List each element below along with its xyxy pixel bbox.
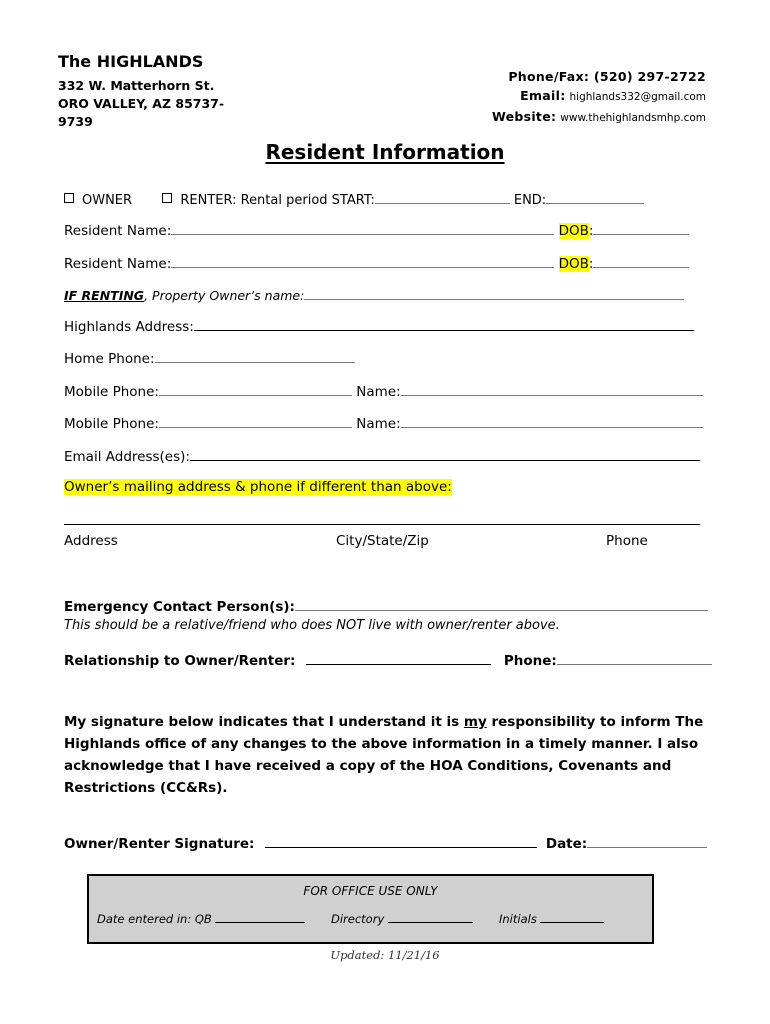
resident-name-label: Resident Name: xyxy=(64,223,172,239)
signature-date-field[interactable] xyxy=(587,834,707,848)
email-row xyxy=(64,447,700,465)
org-street: 332 W. Matterhorn St. xyxy=(58,78,215,93)
dob-field-2[interactable] xyxy=(593,254,689,268)
dob-label: DOB xyxy=(558,223,589,239)
office-initials xyxy=(499,912,604,926)
email-addresses-label: Email Address(es): xyxy=(64,449,190,465)
mailing-heading: Owner’s mailing address & phone if different than above: xyxy=(64,479,452,495)
mobile-name-field-1[interactable] xyxy=(401,382,703,396)
mailing-city-caption: City/State/Zip xyxy=(336,533,429,549)
mobile-phone-field-1[interactable] xyxy=(159,382,352,396)
office-qb xyxy=(97,912,305,926)
renter-label: RENTER: Rental period START: xyxy=(180,193,375,208)
mobile-phone-row-2 xyxy=(64,414,703,432)
mobile-name-label: Name: xyxy=(356,384,401,400)
page-title: Resident Information xyxy=(265,140,505,164)
mailing-address-caption: Address xyxy=(64,533,118,549)
resident-name-field-2[interactable] xyxy=(171,254,554,268)
relationship-row xyxy=(64,651,712,669)
dob-colon: : xyxy=(588,223,594,239)
updated-date: Updated: 11/21/16 xyxy=(330,948,440,962)
owner-label: OWNER xyxy=(82,193,133,208)
renter-checkbox[interactable] xyxy=(162,193,172,203)
acknowledgement-statement xyxy=(64,711,704,799)
dob-field-1[interactable] xyxy=(593,221,689,235)
resident-name-field-1[interactable] xyxy=(171,221,554,235)
mobile-phone-row-1 xyxy=(64,382,703,400)
dob-label: DOB xyxy=(558,256,589,272)
dob-colon: : xyxy=(588,256,594,272)
property-owner-field[interactable] xyxy=(304,286,684,300)
email-addresses-field[interactable] xyxy=(190,447,700,461)
mailing-heading-row xyxy=(64,479,452,495)
org-city: ORO VALLEY, AZ 85737-9739 xyxy=(58,96,225,129)
highlands-address-label: Highlands Address: xyxy=(64,319,194,335)
home-phone-label: Home Phone: xyxy=(64,351,155,367)
mobile-phone-field-2[interactable] xyxy=(159,414,352,428)
mobile-name-label: Name: xyxy=(356,416,401,432)
emergency-field[interactable] xyxy=(295,597,708,611)
rental-start-field[interactable] xyxy=(375,190,510,204)
office-directory-label: Directory xyxy=(331,912,385,926)
office-initials-field[interactable] xyxy=(540,912,604,923)
resident-name-label: Resident Name: xyxy=(64,256,172,272)
office-initials-label: Initials xyxy=(499,912,537,926)
property-owner-row xyxy=(64,286,684,303)
office-qb-field[interactable] xyxy=(215,912,305,923)
signature-label: Owner/Renter Signature: xyxy=(64,836,255,852)
mobile-phone-label: Mobile Phone: xyxy=(64,416,159,432)
org-address xyxy=(58,77,258,131)
if-renting-label: IF RENTING xyxy=(64,288,145,303)
emergency-note: This should be a relative/friend who does NOT live with owner/renter above. xyxy=(64,618,560,633)
phone-fax: Phone/Fax: (520) 297-2722 xyxy=(508,69,706,84)
owner-checkbox[interactable] xyxy=(64,193,74,203)
mailing-address-field[interactable] xyxy=(64,524,700,525)
emergency-label: Emergency Contact Person(s): xyxy=(64,599,295,615)
office-use-box xyxy=(87,874,654,944)
signature-field[interactable] xyxy=(265,834,537,848)
emergency-phone-field[interactable] xyxy=(557,651,712,665)
signature-row xyxy=(64,834,707,852)
property-owner-label: , Property Owner’s name: xyxy=(144,288,305,303)
office-heading: FOR OFFICE USE ONLY xyxy=(303,884,438,898)
email-value: highlands332@gmail.com xyxy=(569,91,706,103)
office-directory xyxy=(331,912,473,926)
emergency-row xyxy=(64,597,708,615)
org-name: The HIGHLANDS xyxy=(58,52,204,71)
office-qb-label: Date entered in: QB xyxy=(97,912,212,926)
mailing-phone-caption: Phone xyxy=(606,533,648,549)
signature-date-label: Date: xyxy=(545,836,588,852)
statement-emphasis: my xyxy=(463,714,487,730)
contact-block xyxy=(492,67,706,128)
home-phone-field[interactable] xyxy=(155,349,355,363)
statement-part-2: responsibility to inform The Highlands office of any changes to the above information in a timely manner. I also acknowledge that I have received a copy of the HOA Conditions, Covenants and Restrictions (CC&Rs). xyxy=(64,714,704,796)
tenure-row xyxy=(64,190,644,208)
mobile-phone-label: Mobile Phone: xyxy=(64,384,159,400)
home-phone-row xyxy=(64,349,355,367)
website-value: www.thehighlandsmhp.com xyxy=(560,112,706,124)
rental-end-field[interactable] xyxy=(546,190,644,204)
statement-part-1: My signature below indicates that I understand it is xyxy=(64,714,464,730)
website-label: Website: xyxy=(491,109,557,124)
highlands-address-field[interactable] xyxy=(194,317,694,331)
end-label: END: xyxy=(513,193,547,208)
relationship-label: Relationship to Owner/Renter: xyxy=(64,653,296,669)
office-directory-field[interactable] xyxy=(388,912,473,923)
highlands-address-row xyxy=(64,317,694,335)
resident-name-row-2 xyxy=(64,254,689,272)
resident-name-row-1 xyxy=(64,221,689,239)
emergency-phone-label: Phone: xyxy=(503,653,557,669)
relationship-field[interactable] xyxy=(306,651,491,665)
mobile-name-field-2[interactable] xyxy=(401,414,703,428)
email-label: Email: xyxy=(520,88,566,103)
